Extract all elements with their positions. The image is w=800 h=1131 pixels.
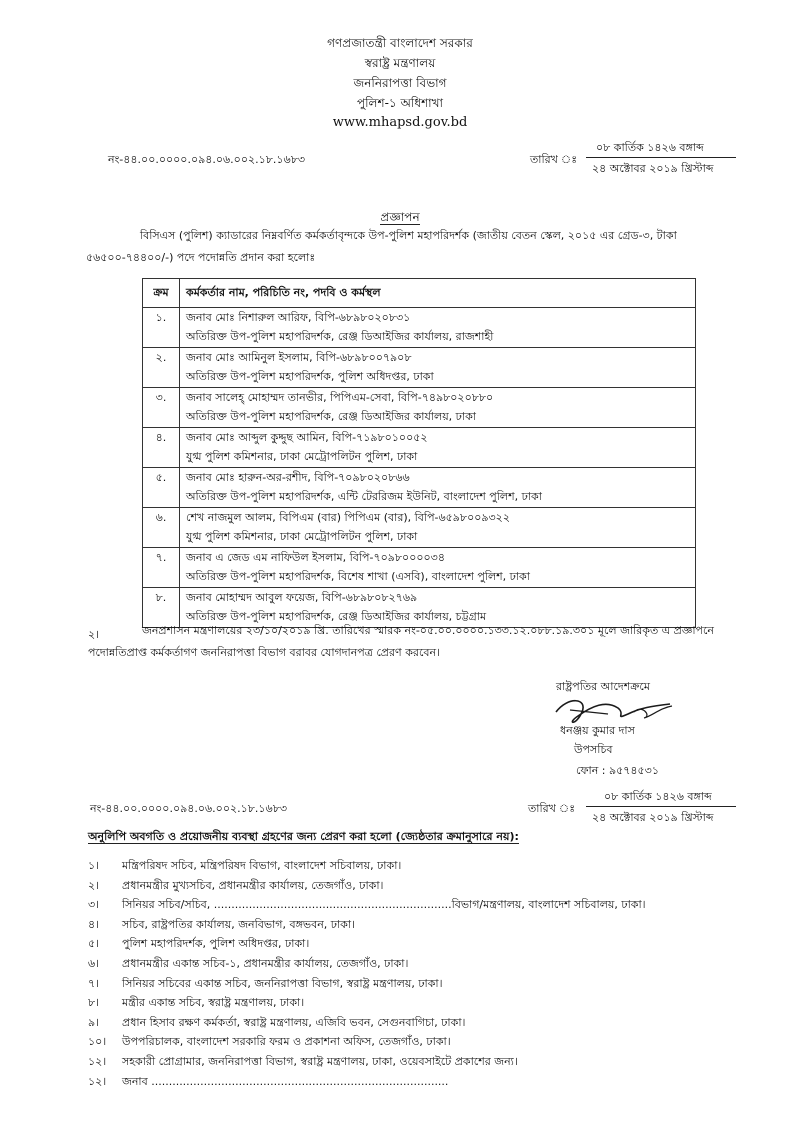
- copy-item-text: সিনিয়র সচিবের একান্ত সচিব, জননিরাপত্তা বিভাগ, স্বরাষ্ট্র মন্ত্রণালয়, ঢাকা।: [122, 976, 443, 990]
- copy-list-item: [88, 877, 384, 896]
- copy-list-item: [88, 916, 355, 935]
- copy-title: [88, 828, 519, 847]
- row-serial: ১.: [143, 308, 180, 348]
- row-serial: ৩.: [143, 388, 180, 428]
- officer-post: অতিরিক্ত উপ-পুলিশ মহাপরিদর্শক, রেঞ্জ ডিআইজির কার্যালয়, ঢাকা: [186, 410, 476, 423]
- division-name: জননিরাপত্তা বিভাগ: [353, 76, 447, 90]
- row-details: [180, 468, 696, 508]
- copy-item-number: ১২।: [88, 1055, 107, 1068]
- website-link[interactable]: www.mhapsd.gov.bd: [332, 115, 468, 130]
- copy-item-text: উপপরিচালক, বাংলাদেশ সরকারি ফরম ও প্রকাশনা অফিস, তেজগাঁও, ঢাকা।: [122, 1035, 451, 1049]
- row-serial: ৪.: [143, 428, 180, 468]
- copy-item-number: ৬।: [88, 957, 100, 970]
- row-serial: ৮.: [143, 588, 180, 628]
- copy-list-item: [88, 935, 309, 954]
- officer-post: যুগ্ম পুলিশ কমিশনার, ঢাকা মেট্রোপলিটন পুলিশ, ঢাকা: [186, 450, 418, 463]
- officer-name: শেখ নাজমুল আলম, বিপিএম (বার) পিপিএম (বার), বিপি-৬৫৯৮০০৯৩২২: [186, 511, 510, 524]
- table-row: [143, 428, 696, 468]
- row-serial: ৫.: [143, 468, 180, 508]
- table-row: [143, 388, 696, 428]
- copy-item-text: মন্ত্রীর একান্ত সচিব, স্বরাষ্ট্র মন্ত্রণালয়, ঢাকা।: [122, 996, 305, 1010]
- row-serial: ৭.: [143, 548, 180, 588]
- signatory-phone: ফোন : ৯৫৭৪৫৩১: [576, 764, 659, 777]
- officer-post: অতিরিক্ত উপ-পুলিশ মহাপরিদর্শক, পুলিশ অধিদপ্তর, ঢাকা: [186, 370, 434, 383]
- officer-name: জনাব মোঃ হারুন-অর-রশীদ, বিপি-৭০৯৮০২০৮৬৬: [186, 471, 410, 484]
- branch-name: পুলিশ-১ অধিশাখা: [356, 96, 444, 110]
- title-text: প্রজ্ঞাপন: [380, 210, 420, 224]
- copy-item-text: সহকারী প্রোগ্রামার, জননিরাপত্তা বিভাগ, স্বরাষ্ট্র মন্ত্রণালয়, ঢাকা, ওয়েবসাইটে প্রকাশের জন্য।: [122, 1055, 518, 1068]
- copy-item-number: ৪।: [88, 917, 100, 931]
- copy-list-item: [88, 994, 304, 1013]
- copy-item-number: ১।: [88, 859, 100, 872]
- table-row: [143, 308, 696, 348]
- officer-post: অতিরিক্ত উপ-পুলিশ মহাপরিদর্শক, এন্টি টেররিজম ইউনিট, বাংলাদেশ পুলিশ, ঢাকা: [186, 490, 542, 503]
- copy-item-number: ১০।: [88, 1035, 107, 1049]
- copy-item-text: প্রধানমন্ত্রীর মুখ্যসচিব, প্রধানমন্ত্রীর কার্যালয়, তেজগাঁও, ঢাকা।: [122, 878, 384, 892]
- date-bangla: ০৮ কার্তিক ১৪২৬ বঙ্গাব্দ: [596, 141, 704, 154]
- signatory-designation: উপসচিব: [574, 743, 613, 756]
- table-row: [143, 348, 696, 388]
- copy-item-number: ৮।: [88, 996, 100, 1010]
- copy-item-text: সচিব, রাষ্ট্রপতির কার্যালয়, জনবিভাগ, বঙ্গভবন, ঢাকা।: [122, 917, 356, 931]
- govt-name: গণপ্রজাতন্ত্রী বাংলাদেশ সরকার: [327, 36, 473, 50]
- para2-text: জনপ্রশাসন মন্ত্রণালয়ের ২৩/১০/২০১৯ খ্রি. তারিখের স্মারক নং-০৫.০০.০০০০.১৩৩.১২.০৮৮.১৯.৩০১ মূলে জারিকৃত এ প্রজ্ঞাপনে পদোন্নতিপ্রাপ্ত কর্মকর্তাগণ জননিরাপত্তা বিভাগ বরাবর যোগদানপত্র প্রেরণ করবেন।: [88, 624, 714, 659]
- table-row: [143, 508, 696, 548]
- officer-name: জনাব মোঃ নিশারুল আরিফ, বিপি-৬৮৯৮০২০৮৩১: [186, 311, 411, 324]
- table-row: [143, 548, 696, 588]
- copy-date-bangla: ০৮ কার্তিক ১৪২৬ বঙ্গাব্দ: [604, 790, 712, 803]
- copy-memo-number: নং-৪৪.০০.০০০০.০৯৪.০৬.০০২.১৮.১৬৮৩: [90, 802, 287, 815]
- copy-list-item: [88, 857, 401, 876]
- copy-item-number: ৩।: [88, 898, 100, 912]
- copy-item-text: সিনিয়র সচিব/সচিব, ....................................................................বিভাগ/মন্ত্রণালয়, বাংলাদেশ সচিবালয়, ঢাকা।: [122, 898, 646, 912]
- officer-post: যুগ্ম পুলিশ কমিশনার, ঢাকা মেট্রোপলিটন পুলিশ, ঢাকা: [186, 530, 418, 543]
- row-details: [180, 508, 696, 548]
- copy-list-item: [88, 1053, 518, 1072]
- signatory-name: ধনঞ্জয় কুমার দাস: [560, 724, 635, 737]
- copy-title-text: অনুলিপি অবগতি ও প্রয়োজনীয় ব্যবস্থা গ্রহণের জন্য প্রেরণ করা হলো (জ্যেষ্ঠতার ক্রমানুসারে নয়):: [88, 830, 519, 843]
- copy-item-text: পুলিশ মহাপরিদর্শক, পুলিশ অধিদপ্তর, ঢাকা।: [122, 937, 310, 951]
- ministry-name: স্বরাষ্ট্র মন্ত্রণালয়: [364, 56, 436, 70]
- officer-rows: [143, 308, 696, 628]
- officer-name: জনাব মোঃ আব্দুল কুদ্দুছ আমিন, বিপি-৭১৯৮০১০০৫২: [186, 431, 428, 444]
- copy-list-item: [88, 1014, 465, 1033]
- row-details: [180, 348, 696, 388]
- intro-paragraph: বিসিএস (পুলিশ) ক্যাডারের নিম্নবর্ণিত কর্মকর্তাবৃন্দকে উপ-পুলিশ মহাপরিদর্শক (জাতীয় বেতন স্কেল, ২০১৫ এর গ্রেড-৩, টাকা ৫৬৫০০-৭৪৪০০/-) পদে পদোন্নতি প্রদান করা হলোঃ: [86, 229, 677, 264]
- col-sl-header: ক্রম: [143, 279, 180, 308]
- copy-date-divider: [586, 806, 736, 807]
- date-label: তারিখ ঃ: [530, 153, 578, 166]
- copy-list-item: [88, 896, 646, 915]
- copy-item-number: ১২।: [88, 1074, 107, 1088]
- copy-item-text: জনাব .....................................................................................: [122, 1074, 449, 1088]
- officer-name: জনাব এ জেড এম নাফিউল ইসলাম, বিপি-৭০৯৮০০০০৩৪: [186, 551, 445, 564]
- officer-post: অতিরিক্ত উপ-পুলিশ মহাপরিদর্শক, বিশেষ শাখা (এসবি), বাংলাদেশ পুলিশ, ঢাকা: [186, 570, 530, 583]
- copy-item-number: ২।: [88, 878, 100, 892]
- copy-list-item: [88, 955, 408, 974]
- copy-item-number: ৯।: [88, 1015, 100, 1029]
- officer-name: জনাব সালেহ্ মোহাম্মদ তানভীর, পিপিএম-সেবা, বিপি-৭৪৯৮০২০৮৮০: [186, 391, 494, 404]
- row-details: [180, 388, 696, 428]
- row-details: [180, 308, 696, 348]
- memo-number: নং-৪৪.০০.০০০০.০৯৪.০৬.০০২.১৮.১৬৮৩: [108, 153, 305, 166]
- copy-item-number: ৭।: [88, 976, 100, 990]
- copy-list-item: [88, 975, 443, 994]
- officer-post: অতিরিক্ত উপ-পুলিশ মহাপরিদর্শক, রেঞ্জ ডিআইজির কার্যালয়, চট্টগ্রাম: [186, 610, 487, 623]
- order-text: রাষ্ট্রপতির আদেশক্রমে: [556, 680, 650, 693]
- row-serial: ২.: [143, 348, 180, 388]
- officer-name: জনাব মোহাম্মদ আবুল ফয়েজ, বিপি-৬৮৯৮০৮২৭৬৯: [186, 591, 418, 604]
- copy-item-number: ৫।: [88, 937, 100, 951]
- date-english: ২৪ অক্টোবর ২০১৯ খ্রিস্টাব্দ: [592, 162, 714, 175]
- row-serial: ৬.: [143, 508, 180, 548]
- row-details: [180, 548, 696, 588]
- copy-list-item: [88, 1073, 448, 1092]
- para2-number: ২।: [88, 628, 100, 641]
- row-details: [180, 428, 696, 468]
- col-details-header: কর্মকর্তার নাম, পরিচিতি নং, পদবি ও কর্মস্থল: [180, 279, 696, 308]
- copy-item-text: প্রধান হিসাব রক্ষণ কর্মকর্তা, স্বরাষ্ট্র মন্ত্রণালয়, এজিবি ভবন, সেগুনবাগিচা, ঢাকা।: [122, 1015, 466, 1029]
- officer-name: জনাব মোঃ আমিনুল ইসলাম, বিপি-৬৮৯৮০০৭৯০৮: [186, 351, 412, 364]
- copy-date-label: তারিখ ঃ: [528, 802, 576, 815]
- table-header-row: [143, 279, 696, 308]
- table-row: [143, 468, 696, 508]
- copy-item-text: প্রধানমন্ত্রীর একান্ত সচিব-১, প্রধানমন্ত্রীর কার্যালয়, তেজগাঁও, ঢাকা।: [122, 957, 409, 970]
- officers-table: [142, 278, 696, 628]
- copy-date-english: ২৪ অক্টোবর ২০১৯ খ্রিস্টাব্দ: [592, 811, 714, 824]
- copy-list-item: [88, 1033, 451, 1052]
- officer-post: অতিরিক্ত উপ-পুলিশ মহাপরিদর্শক, রেঞ্জ ডিআইজির কার্যালয়, রাজশাহী: [186, 330, 494, 343]
- date-divider: [586, 157, 736, 158]
- copy-item-text: মন্ত্রিপরিষদ সচিব, মন্ত্রিপরিষদ বিভাগ, বাংলাদেশ সচিবালয়, ঢাকা।: [122, 859, 402, 872]
